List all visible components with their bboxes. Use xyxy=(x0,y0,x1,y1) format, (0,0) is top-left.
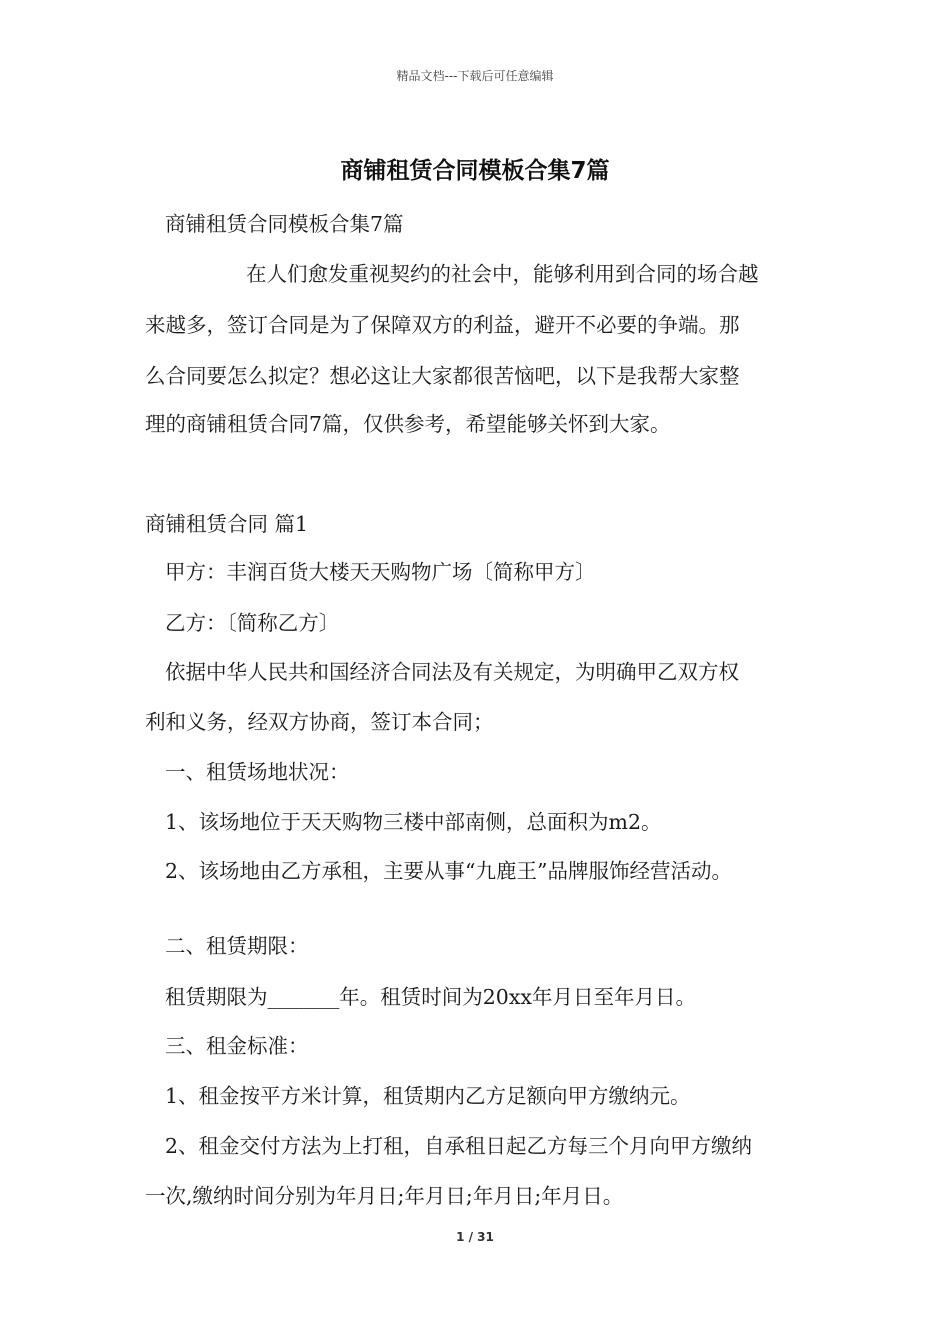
intro-line-3: 么合同要怎么拟定？想必这让大家都很苦恼吧，以下是我帮大家整 xyxy=(145,364,740,388)
party-a: 甲方：丰润百货大楼天天购物广场〔简称甲方〕 xyxy=(165,560,596,584)
page-number: 1 / 31 xyxy=(456,1230,494,1244)
basis-line-2: 利和义务，经双方协商，签订本合同； xyxy=(145,710,494,734)
clause-3-item-1: 1、租金按平方米计算，租赁期内乙方足额向甲方缴纳元。 xyxy=(165,1084,691,1108)
clause-1-item-1: 1、该场地位于天天购物三楼中部南侧，总面积为m2。 xyxy=(165,810,662,834)
clause-2-text: 租赁期限为_______年。租赁时间为20xx年月日至年月日。 xyxy=(165,985,696,1009)
document-title: 商铺租赁合同模板合集7篇 xyxy=(340,158,610,184)
clause-1-heading: 一、租赁场地状况： xyxy=(165,760,350,784)
clause-3-heading: 三、租金标准： xyxy=(165,1034,309,1058)
clause-1-item-2: 2、该场地由乙方承租，主要从事“九鹿王”品牌服饰经营活动。 xyxy=(165,859,733,883)
intro-line-2: 来越多，签订合同是为了保障双方的利益，避开不必要的争端。那 xyxy=(145,313,740,337)
page-header: 精品文档---下载后可任意编辑 xyxy=(396,69,554,83)
clause-2-heading: 二、租赁期限： xyxy=(165,934,309,958)
subtitle: 商铺租赁合同模板合集7篇 xyxy=(165,212,404,236)
basis-line-1: 依据中华人民共和国经济合同法及有关规定，为明确甲乙双方权 xyxy=(165,660,739,684)
clause-3-item-2-line-2: 一次,缴纳时间分别为年月日;年月日;年月日;年月日。 xyxy=(145,1184,624,1208)
party-b: 乙方：〔简称乙方〕 xyxy=(165,611,340,635)
intro-line-4: 理的商铺租赁合同7篇，仅供参考，希望能够关怀到大家。 xyxy=(145,412,671,436)
section-heading: 商铺租赁合同 篇1 xyxy=(145,512,309,536)
intro-line-1: 在人们愈发重视契约的社会中，能够利用到合同的场合越 xyxy=(246,262,759,286)
clause-3-item-2-line-1: 2、租金交付方法为上打租，自承租日起乙方每三个月向甲方缴纳 xyxy=(165,1134,753,1158)
